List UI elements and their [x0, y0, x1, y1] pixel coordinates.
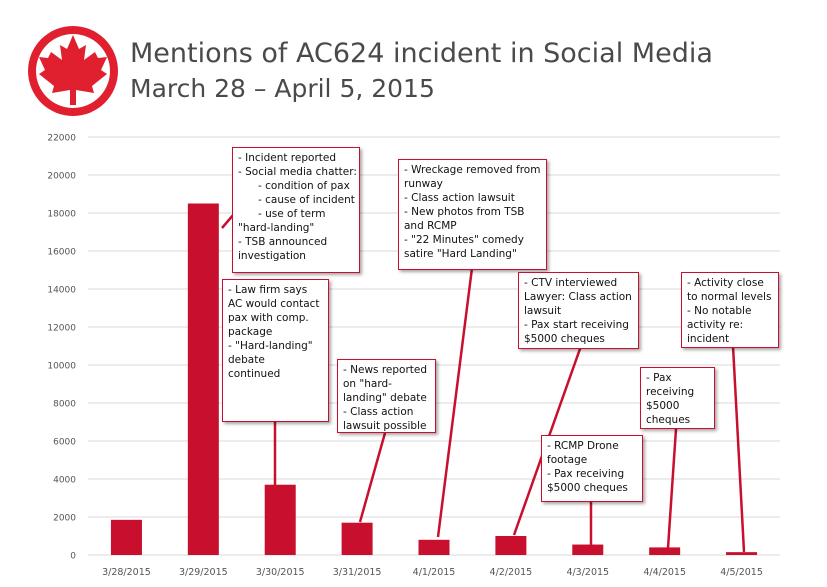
annotation-line: - Social media chatter: [238, 166, 357, 178]
x-tick-label: 4/3/2015 [566, 567, 610, 578]
annotation-line: package [228, 326, 273, 338]
annotation-box [681, 272, 779, 348]
bar [111, 520, 142, 555]
y-tick-label: 22000 [47, 133, 76, 144]
x-tick-label: 4/5/2015 [720, 567, 763, 578]
annotation-line: footage [547, 454, 588, 466]
annotation-box [232, 147, 360, 273]
x-tick-label: 3/31/2015 [332, 567, 382, 578]
annotation-line: debate [228, 354, 265, 366]
y-tick-label: 14000 [47, 285, 76, 296]
bar [726, 552, 757, 555]
x-tick-label: 4/2/2015 [489, 567, 533, 578]
annotation-box [518, 272, 639, 349]
annotation-line: lawsuit possible [343, 420, 427, 432]
y-tick-label: 16000 [47, 247, 76, 258]
x-tick-label: 3/29/2015 [178, 567, 228, 578]
x-tick-label: 3/28/2015 [102, 567, 151, 578]
x-tick-label: 3/30/2015 [255, 567, 305, 578]
annotation-line: - Class action [343, 406, 414, 418]
chart-title: Mentions of AC624 incident in Social Media [130, 38, 713, 69]
bar [188, 204, 219, 556]
annotation-line: - RCMP Drone [547, 440, 619, 452]
bar [265, 485, 296, 555]
y-tick-label: 12000 [47, 323, 76, 334]
bar [649, 547, 680, 555]
y-tick-label: 18000 [47, 209, 76, 220]
annotation-line: activity re: [687, 319, 744, 331]
y-tick-label: 10000 [47, 361, 76, 372]
annotation-line: pax with comp. [228, 312, 309, 324]
x-tick-label: 4/1/2015 [412, 567, 456, 578]
annotation-box [640, 367, 715, 429]
annotation-line: - Wreckage removed from [404, 164, 541, 176]
annotation-line: cheques [646, 414, 691, 426]
annotation-line: continued [228, 368, 281, 380]
x-axis-ticks [102, 567, 763, 578]
callout-line [733, 346, 744, 552]
bar [572, 545, 603, 555]
annotation-line: "hard-landing" [238, 222, 315, 234]
annotation-line: incident [687, 333, 730, 345]
annotation-line: on "hard- [343, 378, 392, 390]
annotation-box [337, 359, 436, 433]
annotation-line: - CTV interviewed [524, 277, 618, 289]
annotation-line: investigation [238, 250, 306, 262]
annotation-line: - Pax [646, 372, 672, 384]
y-tick-label: 8000 [53, 399, 76, 410]
annotation-line: - No notable [687, 305, 752, 317]
annotation-line: lawsuit [524, 305, 562, 317]
annotation-line: runway [404, 178, 443, 190]
annotation-line: Lawyer: Class action [524, 291, 632, 303]
y-tick-label: 20000 [47, 171, 76, 182]
y-tick-label: 2000 [53, 513, 76, 524]
annotation-line: - Class action lawsuit [404, 192, 515, 204]
annotation-line: receiving [646, 386, 695, 398]
bar [419, 540, 450, 555]
annotation-line: - News reported [343, 364, 428, 376]
annotation-line: - "22 Minutes" comedy [404, 234, 524, 246]
annotation-line: landing" debate [343, 392, 427, 404]
bar [495, 536, 526, 555]
chart-subtitle: March 28 – April 5, 2015 [130, 74, 435, 103]
annotation-line: $5000 cheques [524, 333, 605, 345]
annotation-line: - New photos from TSB [404, 206, 525, 218]
annotation-line: - cause of incident [258, 194, 355, 206]
annotation-line: - Incident reported [238, 152, 336, 164]
maple-leaf-logo-icon [28, 26, 118, 116]
callout-line [668, 429, 676, 548]
annotation-box [541, 435, 643, 502]
annotation-line: - use of term [258, 208, 326, 220]
y-tick-label: 4000 [53, 475, 76, 486]
annotation-line: - Activity close [687, 277, 764, 289]
y-tick-label: 6000 [53, 437, 76, 448]
annotation-line: - TSB announced [238, 236, 328, 248]
annotation-line: - Pax start receiving [524, 319, 629, 331]
annotation-line: $5000 [646, 400, 680, 412]
annotation-line: and RCMP [404, 220, 457, 232]
annotation-line: to normal levels [687, 291, 772, 303]
annotation-line: - "Hard-landing" [228, 340, 313, 352]
y-tick-label: 0 [70, 551, 76, 562]
annotation-line: satire "Hard Landing" [404, 248, 517, 260]
annotation-line: - Pax receiving [547, 468, 625, 480]
annotation-box [398, 159, 547, 270]
bar [342, 523, 373, 555]
annotation-box [222, 279, 329, 422]
annotation-line: AC would contact [228, 298, 320, 310]
annotation-line: - condition of pax [258, 180, 350, 192]
annotation-line: $5000 cheques [547, 482, 628, 494]
annotation-line: - Law firm says [228, 284, 308, 296]
y-axis-ticks [47, 134, 76, 562]
x-tick-label: 4/4/2015 [643, 567, 687, 578]
callout-line [360, 433, 385, 522]
